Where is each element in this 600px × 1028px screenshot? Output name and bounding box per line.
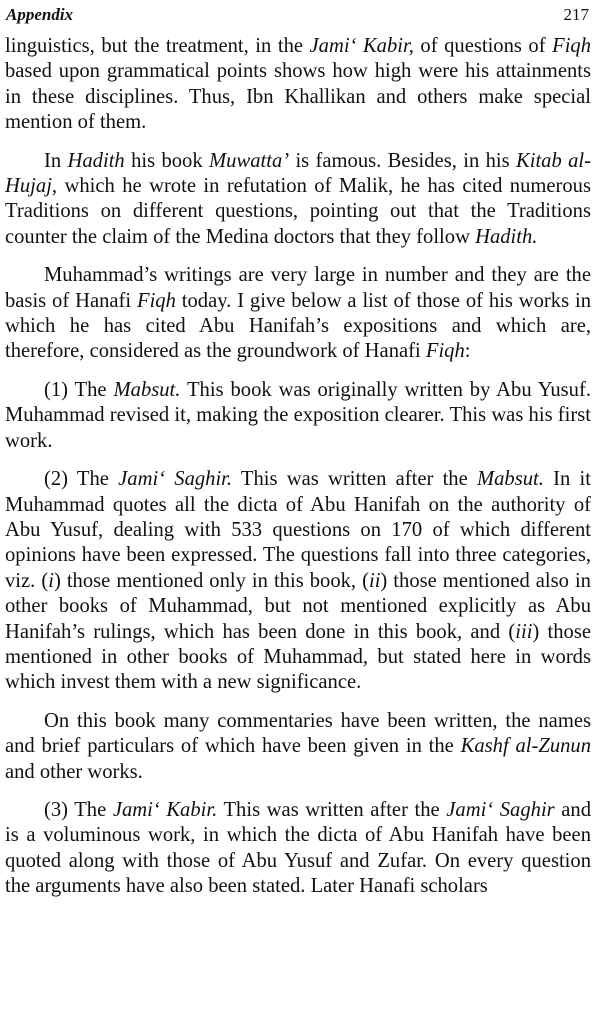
page-number: 217: [563, 5, 589, 24]
italic-term: Jami‘ Kabir,: [309, 35, 414, 57]
italic-term: Hadith: [67, 149, 125, 172]
italic-term: Mabsut.: [476, 468, 544, 491]
text-run: ) those mentioned in other books of Muhammad, but stated here in words which invest them with a new significance.: [5, 620, 591, 694]
text-run: linguistics, but the treatment, in the: [5, 35, 310, 57]
text-run: today. I give below a list of those of his works in which he has cited Abu Hanifah’s expositions and which are, therefore, considered as the groundwork of Hanafi: [5, 289, 591, 363]
italic-term: Jami‘ Saghir: [446, 798, 555, 821]
italic-term: Fiqh: [552, 35, 592, 57]
paragraph-mabsut: [5, 378, 591, 454]
italic-term: Fiqh: [136, 289, 176, 312]
paragraph-jami-kabir: [5, 798, 591, 900]
text-run: This was written after the: [217, 798, 447, 821]
italic-term: Hadith.: [475, 225, 538, 248]
paragraph-writings: [5, 263, 591, 365]
running-head: [5, 0, 591, 32]
text-run: In: [44, 149, 68, 172]
italic-term: Fiqh: [425, 340, 465, 363]
body-text: [5, 34, 591, 900]
text-run: ) those mentioned only in this book, (: [53, 569, 369, 592]
italic-term: Kashf al-Zunun: [460, 735, 592, 758]
paragraph-commentaries: [5, 709, 591, 785]
italic-term: Jami‘ Saghir.: [118, 468, 233, 491]
text-run: is famous. Besides, in his: [289, 149, 516, 172]
text-run: This was written after the: [232, 468, 477, 491]
italic-term: Jami‘ Kabir.: [112, 798, 218, 821]
text-run: (2) The: [44, 468, 119, 491]
italic-term: ii: [368, 569, 381, 592]
text-run: which he wrote in refutation of Malik, he has cited numerous Traditions on different questions, pointing out that the Traditions counter the claim of the Medina doctors that they follow: [5, 175, 591, 248]
paragraph-hadith: [5, 149, 591, 251]
text-run: (1) The: [44, 378, 114, 401]
text-run: his book: [124, 149, 210, 172]
italic-term: iii: [515, 620, 533, 643]
text-run: On this book many commentaries have been written, the names and brief particulars of which have been given in the: [5, 709, 591, 758]
text-run: ) those mentioned also in other books of Muhammad, but not mentioned explicitly as Abu Hanifah’s rulings, which has been done in this book, and (: [5, 569, 591, 643]
text-run: This book was originally written by Abu Yusuf. Muhammad revised it, making the exposition clearer. This was his first work.: [5, 378, 591, 452]
text-run: of questions of: [413, 35, 553, 57]
italic-term: Muwatta’: [209, 149, 290, 172]
italic-term: Kitab al-Hujaj,: [5, 149, 591, 198]
italic-term: Mabsut.: [113, 378, 181, 401]
italic-term: i: [48, 569, 54, 592]
text-run: and other works.: [5, 760, 143, 783]
text-run: (3) The: [44, 798, 113, 821]
running-title: Appendix: [6, 5, 74, 24]
paragraph-attainments: [5, 34, 591, 136]
text-run: Muhammad’s writings are very large in number and they are the basis of Hanafi: [5, 264, 591, 312]
text-run: based upon grammatical points shows how high were his attainments in these disciplines. Thus, Ibn Khallikan and others make special mention of them.: [5, 60, 591, 134]
paragraph-jami-saghir: [5, 467, 591, 696]
text-run: In it Muhammad quotes all the dicta of Abu Hanifah on the authority of Abu Yusuf, dealing with 533 questions on 170 of which different opinions have been expressed. The questions fall into three categories, viz. (: [5, 468, 591, 592]
text-run: :: [464, 340, 471, 363]
text-run: and is a voluminous work, in which the dicta of Abu Hanifah have been quoted along with those of Abu Yusuf and Zufar. On every question the arguments have also been stated. Later Hanafi scholars: [5, 798, 592, 898]
